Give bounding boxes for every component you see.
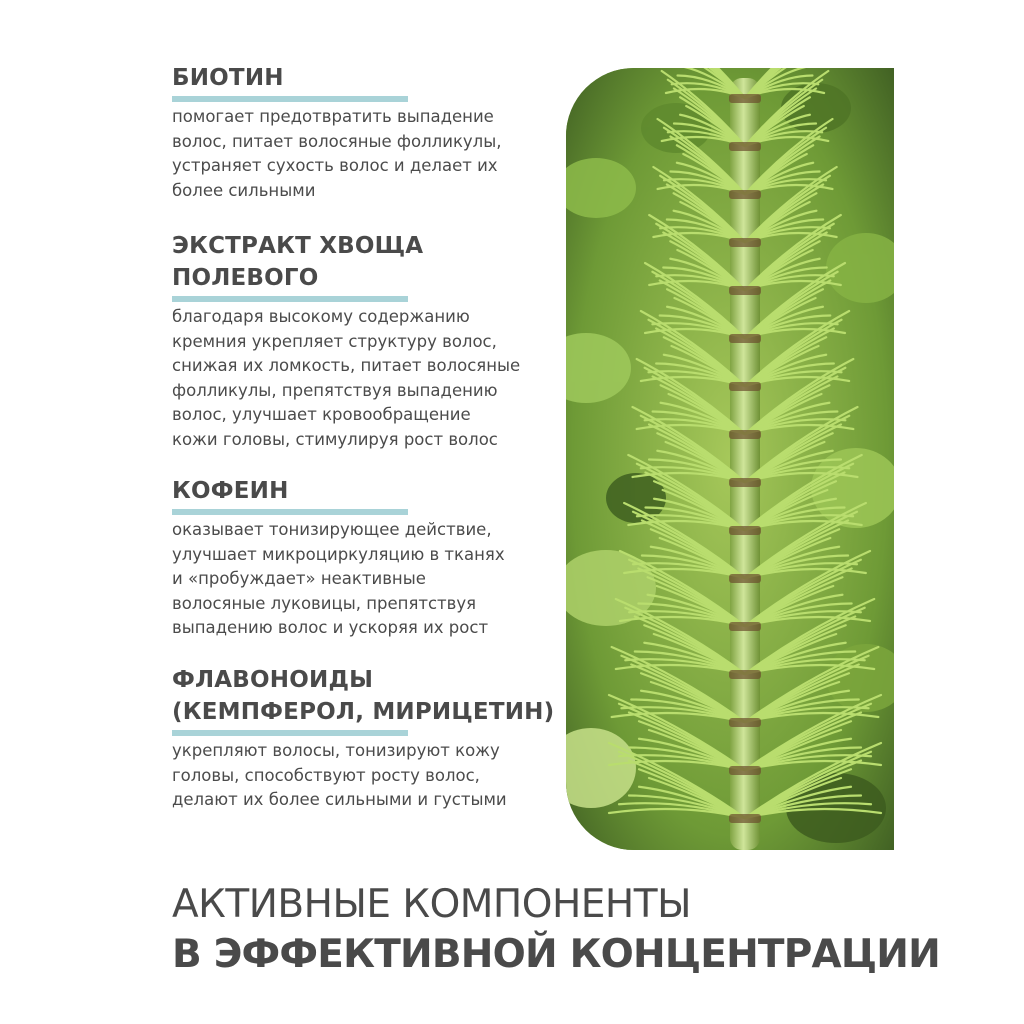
ingredient-description: благодаря высокому содержанию кремния укрепляет структуру волос, снижая их ломкость, питает волосяные фолликулы, препятствуя выпадению волос, улучшает кровообращение кожи головы, стимулируя рост волос <box>172 307 521 449</box>
ingredient-title-line1: ЭКСТРАКТ ХВОЩА <box>172 233 424 259</box>
ingredient-title-line2: ПОЛЕВОГО <box>172 265 319 291</box>
ingredient-title: БИОТИН <box>172 65 284 91</box>
stem-node <box>729 430 761 439</box>
stem-node <box>729 238 761 247</box>
stem-node <box>729 814 761 823</box>
stem-node <box>729 718 761 727</box>
ingredient-description: помогает предотвратить выпадение волос, питает волосяные фолликулы, устраняет сухость волос и делает их более сильными <box>172 107 502 200</box>
stem-node <box>729 286 761 295</box>
horsetail-plant-photo <box>566 68 894 850</box>
ingredient-description: оказывает тонизирующее действие, улучшает микроциркуляцию в тканях и «пробуждает» неактивные волосяные луковицы, препятствуя выпадению волос и ускоряя их рост <box>172 520 505 637</box>
stem-node <box>729 94 761 103</box>
footer-heading <box>172 880 952 980</box>
ingredient-horsetail-extract <box>172 230 552 452</box>
ingredient-caffeine <box>172 475 552 641</box>
stem-node <box>729 526 761 535</box>
stem-node <box>729 622 761 631</box>
stem-node <box>729 142 761 151</box>
accent-underline <box>172 96 408 102</box>
footer-heading-line2: В ЭФФЕКТИВНОЙ КОНЦЕНТРАЦИИ <box>172 932 940 977</box>
stem-node <box>729 382 761 391</box>
stem-node <box>729 478 761 487</box>
stem-node <box>729 766 761 775</box>
accent-underline <box>172 509 408 515</box>
stem-node <box>729 190 761 199</box>
stem-node <box>729 670 761 679</box>
stem-node <box>729 334 761 343</box>
ingredient-title-line1: ФЛАВОНОИДЫ <box>172 667 374 693</box>
accent-underline <box>172 296 408 302</box>
ingredient-description: укрепляют волосы, тонизируют кожу головы, способствуют росту волос, делают их более сильными и густыми <box>172 741 507 809</box>
accent-underline <box>172 730 408 736</box>
ingredient-title: КОФЕИН <box>172 478 289 504</box>
ingredient-biotin <box>172 62 552 203</box>
ingredient-title-line2: (КЕМПФЕРОЛ, МИРИЦЕТИН) <box>172 699 555 725</box>
stem-node <box>729 574 761 583</box>
footer-heading-line1: АКТИВНЫЕ КОМПОНЕНТЫ <box>172 882 691 927</box>
ingredient-flavonoids <box>172 664 555 813</box>
